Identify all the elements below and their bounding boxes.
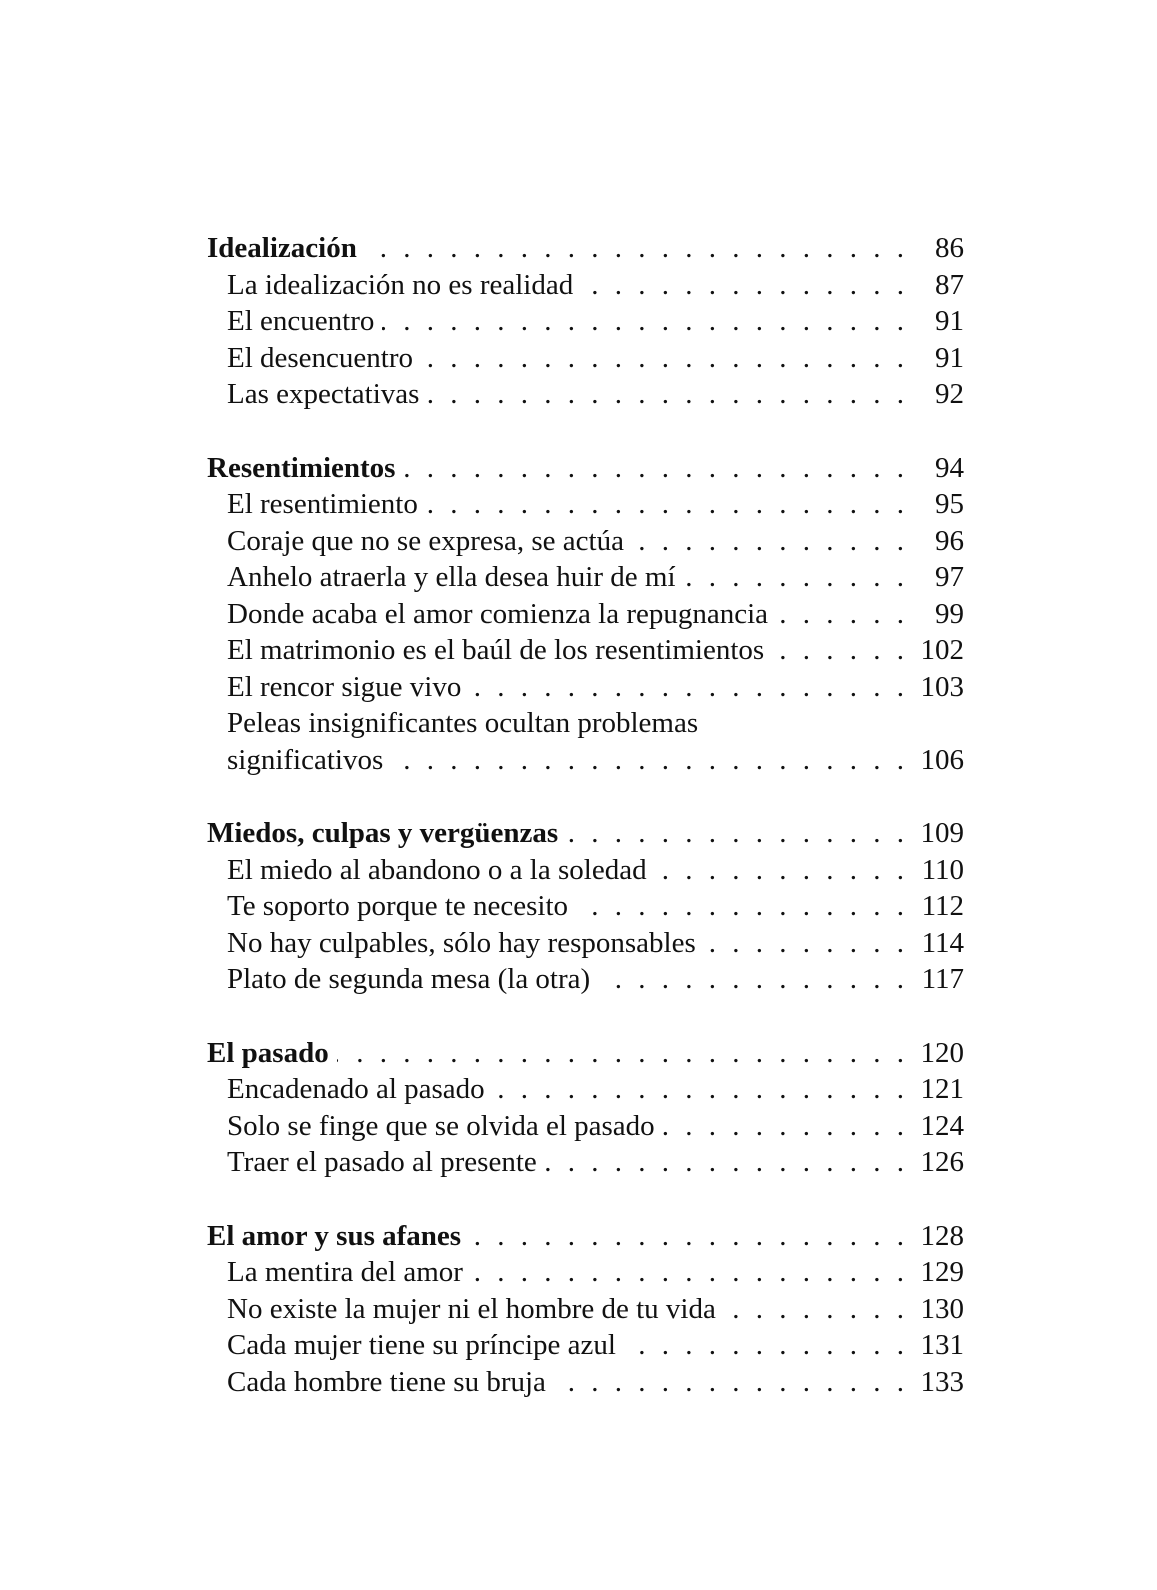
toc-section-heading[interactable] — [207, 230, 964, 267]
page-number: 96 — [935, 524, 964, 557]
page-number: 131 — [920, 1329, 964, 1361]
toc-entry[interactable] — [207, 596, 964, 633]
toc-section-heading[interactable] — [207, 1035, 964, 1072]
toc-entry[interactable] — [207, 1108, 964, 1145]
page-number: 130 — [920, 1292, 964, 1325]
page-number: 110 — [921, 853, 964, 886]
entry-title: El desencuentro — [227, 341, 414, 374]
dot-leader — [382, 303, 904, 340]
entry-title: Traer el pasado al presente — [227, 1146, 537, 1178]
toc-section — [207, 1218, 964, 1401]
toc-entry[interactable] — [207, 888, 964, 925]
entry-title: La idealización no es realidad — [227, 268, 574, 301]
entry-title: El resentimiento — [227, 488, 418, 520]
page-number: 92 — [935, 378, 964, 410]
page-number: 117 — [921, 963, 964, 995]
dot-leader — [545, 1144, 904, 1181]
entry-title: Coraje que no se expresa, se actúa — [227, 524, 624, 557]
entry-title: No hay culpables, sólo hay responsables — [227, 926, 696, 959]
page-number: 97 — [935, 561, 964, 593]
dot-leader — [772, 632, 904, 669]
entry-title: El rencor sigue vivo — [227, 670, 462, 703]
toc-entry[interactable] — [207, 523, 964, 560]
toc-entry[interactable] — [207, 669, 964, 706]
page-number: 120 — [920, 1036, 964, 1069]
toc-entry[interactable] — [207, 340, 964, 377]
page-number: 95 — [935, 488, 964, 520]
dot-leader — [554, 1364, 904, 1401]
page-number: 106 — [920, 743, 964, 776]
entry-title: La mentira del amor — [227, 1256, 463, 1288]
dot-leader — [724, 1291, 904, 1328]
dot-leader — [421, 340, 904, 377]
page-number: 133 — [920, 1365, 964, 1398]
toc-section-heading[interactable] — [207, 815, 964, 852]
toc-entry[interactable] — [207, 1071, 964, 1108]
dot-leader — [337, 1035, 904, 1072]
page-number: 103 — [920, 670, 964, 703]
entry-title: significativos — [227, 743, 384, 776]
dot-leader — [663, 1108, 904, 1145]
page-number: 129 — [920, 1256, 964, 1288]
dot-leader — [471, 1254, 904, 1291]
toc-entry[interactable] — [207, 303, 964, 340]
toc-entry[interactable] — [207, 1144, 964, 1181]
dot-leader — [493, 1071, 904, 1108]
dot-leader — [566, 815, 904, 852]
page-number: 102 — [920, 634, 964, 666]
dot-leader — [427, 376, 904, 413]
page-number: 86 — [935, 232, 964, 264]
entry-title: Donde acaba el amor comienza la repugnancia — [227, 597, 769, 630]
entry-title-first-line[interactable]: Peleas insignificantes ocultan problemas — [227, 707, 699, 739]
page-number: 124 — [920, 1109, 964, 1142]
section-title: El amor y sus afanes — [207, 1219, 462, 1252]
page-number: 121 — [920, 1073, 964, 1105]
section-title: Idealización — [207, 232, 357, 264]
dot-leader — [684, 559, 905, 596]
dot-leader — [598, 961, 904, 998]
section-title: El pasado — [207, 1036, 329, 1069]
page-number: 94 — [935, 451, 964, 484]
toc-entry[interactable] — [207, 742, 964, 779]
dot-leader — [391, 742, 904, 779]
entry-title: El miedo al abandono o a la soledad — [227, 853, 647, 886]
toc-section — [207, 230, 964, 413]
toc-section-heading[interactable] — [207, 1218, 964, 1255]
toc-entry[interactable] — [207, 486, 964, 523]
dot-leader — [776, 596, 904, 633]
entry-title: El matrimonio es el baúl de los resentimientos — [227, 634, 765, 666]
dot-leader — [403, 450, 904, 487]
page-number: 126 — [920, 1146, 964, 1178]
toc-entry[interactable] — [207, 559, 964, 596]
toc-section — [207, 815, 964, 998]
entry-title: Plato de segunda mesa (la otra) — [227, 963, 591, 995]
toc-entry[interactable] — [207, 1254, 964, 1291]
entry-title: El encuentro — [227, 305, 375, 337]
entry-title: Cada mujer tiene su príncipe azul — [227, 1329, 616, 1361]
entry-title: Las expectativas — [227, 378, 420, 410]
toc-entry[interactable] — [207, 632, 964, 669]
toc-entry[interactable] — [207, 852, 964, 889]
dot-leader — [581, 267, 904, 304]
section-title: Resentimientos — [207, 451, 396, 484]
toc-entry[interactable] — [207, 1364, 964, 1401]
toc-entry[interactable] — [207, 376, 964, 413]
toc-section — [207, 1035, 964, 1181]
dot-leader — [632, 523, 904, 560]
toc-section — [207, 450, 964, 779]
entry-title: Anhelo atraerla y ella desea huir de mí — [227, 561, 676, 593]
toc-section-heading[interactable] — [207, 450, 964, 487]
toc-entry[interactable] — [207, 267, 964, 304]
dot-leader — [624, 1327, 904, 1364]
dot-leader — [469, 1218, 904, 1255]
toc-entry[interactable] — [207, 1327, 964, 1364]
toc-entry[interactable] — [207, 961, 964, 998]
page-number: 91 — [935, 305, 964, 337]
table-of-contents — [207, 230, 964, 1437]
entry-title: Cada hombre tiene su bruja — [227, 1365, 546, 1398]
entry-title: Te soporto porque te necesito — [227, 890, 569, 922]
page-number: 99 — [935, 597, 964, 630]
dot-leader — [426, 486, 904, 523]
page-number: 112 — [921, 890, 964, 922]
entry-title: Solo se finge que se olvida el pasado — [227, 1109, 655, 1142]
section-title: Miedos, culpas y vergüenzas — [207, 817, 559, 849]
page-number: 91 — [935, 341, 964, 374]
page-number: 114 — [921, 926, 964, 959]
page-number: 87 — [935, 268, 964, 301]
entry-title: No existe la mujer ni el hombre de tu vida — [227, 1292, 716, 1325]
page-number: 128 — [920, 1219, 964, 1252]
page-number: 109 — [920, 817, 964, 849]
dot-leader — [469, 669, 904, 706]
toc-entry[interactable] — [207, 1291, 964, 1328]
entry-title: Encadenado al pasado — [227, 1073, 485, 1105]
dot-leader — [365, 230, 904, 267]
dot-leader — [704, 925, 904, 962]
toc-entry[interactable] — [207, 925, 964, 962]
dot-leader — [655, 852, 904, 889]
dot-leader — [576, 888, 904, 925]
